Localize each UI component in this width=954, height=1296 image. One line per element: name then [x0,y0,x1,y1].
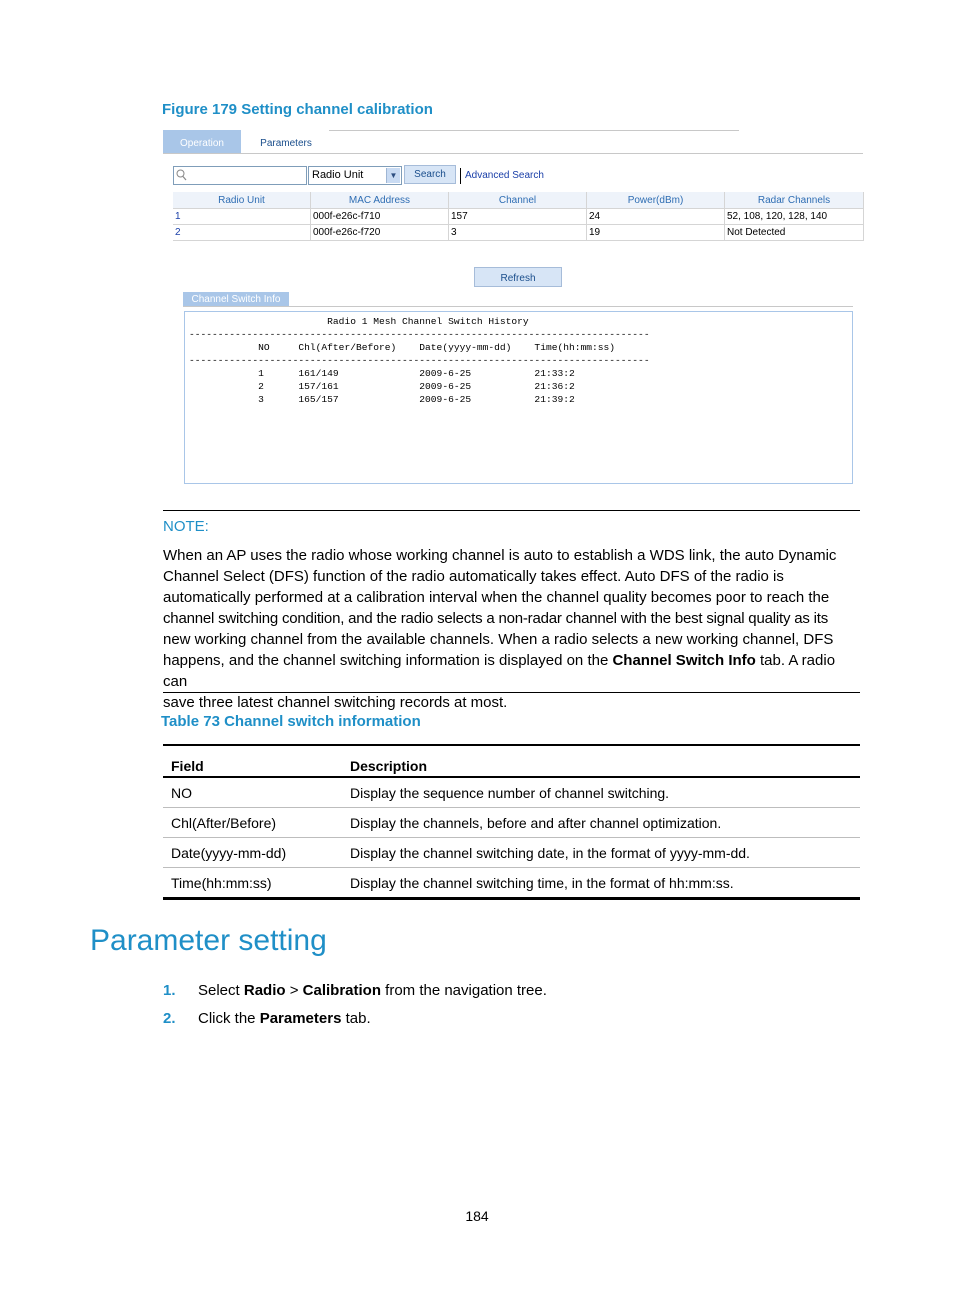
note-line: Channel Select (DFS) function of the radio automatically takes effect. Auto DFS of the radio is [163,568,784,585]
table-row[interactable] [173,209,864,225]
note-bottom-rule [163,692,860,693]
tab-channel-switch-info[interactable]: Channel Switch Info [183,292,289,306]
description-cell: Display the sequence number of channel switching. [342,777,860,808]
step-number: 1. [163,982,176,999]
column-header-field: Field [171,758,204,774]
note-top-rule [163,510,860,511]
channel-switch-history-text: Radio 1 Mesh Channel Switch History -------------------------------------------------------------------------------- NO Chl(After/Before) Date(yyyy-mm-dd) Time(hh:mm:ss) -------------------------------------------------------------------------------- 1 161/149 2009-6-25 21:33:2 2 157/161 2009-6-25 21:36:2 3 165/157 2009-6-25 21:39:2 [189,316,650,405]
step-bold: Calibration [302,982,381,999]
note-label: NOTE: [163,518,209,535]
note-body [163,545,863,713]
note-line: save three latest channel switching records at most. [163,694,508,711]
note-text: tab. A radio can [163,652,836,690]
divider [460,168,461,184]
radio-unit-cell[interactable]: 2 [173,225,311,241]
channel-cell: 157 [449,209,587,225]
tab-parameters[interactable]: Parameters [260,138,312,149]
field-cell: NO [163,777,342,808]
step-bold: Radio [243,982,286,999]
step-text: tab. [341,1010,371,1027]
table-row [163,868,860,899]
column-header-description: Description [350,758,428,774]
column-header[interactable]: Radio Unit [173,192,311,209]
section-title: Parameter setting [90,924,327,957]
column-header[interactable]: MAC Address [311,192,449,209]
select-value: Radio Unit [312,169,364,181]
figure-caption: Figure 179 Setting channel calibration [162,101,433,118]
advanced-search-link[interactable]: Advanced Search [465,170,544,181]
description-cell: Display the channel switching date, in the format of yyyy-mm-dd. [342,838,860,868]
step-text: from the navigation tree. [380,982,547,999]
column-header[interactable]: Power(dBm) [587,192,725,209]
power-cell: 24 [587,209,725,225]
note-line: automatically performed at a calibration interval when the channel quality becomes poor to reach the [163,589,830,606]
tab-underline [183,306,853,307]
table-row[interactable] [173,225,864,241]
search-field-select[interactable] [308,166,402,185]
step-1 [163,982,763,1002]
refresh-button[interactable]: Refresh [474,267,562,287]
note-line: new working channel from the available channels. When a radio selects a new working channel, DFS [163,631,834,648]
tab-bar [163,130,863,154]
mac-cell: 000f-e26c-f710 [311,209,449,225]
search-button[interactable]: Search [404,165,456,184]
column-header[interactable]: Channel [449,192,587,209]
description-cell: Display the channel switching time, in the format of hh:mm:ss. [342,868,860,899]
step-text: > [285,982,303,999]
note-line: channel switching condition, and the radio selects a non-radar channel with the best signal quality as its [163,610,829,627]
field-cell: Date(yyyy-mm-dd) [163,838,342,868]
tab-top-rule [329,130,739,131]
radar-cell: 52, 108, 120, 128, 140 [725,209,864,225]
table-caption: Table 73 Channel switch information [161,713,421,730]
description-cell: Display the channels, before and after channel optimization. [342,808,860,838]
step-text: Select [198,982,244,999]
mac-cell: 000f-e26c-f720 [311,225,449,241]
search-icon [176,169,187,181]
tab-operation[interactable]: Operation [163,130,241,153]
column-header[interactable]: Radar Channels [725,192,864,209]
step-2 [163,1010,763,1030]
note-line [163,650,863,692]
radio-table [173,192,864,241]
table-row [163,838,860,868]
table-row [163,777,860,808]
radar-cell: Not Detected [725,225,864,241]
power-cell: 19 [587,225,725,241]
table-row [163,808,860,838]
step-number: 2. [163,1010,176,1027]
channel-cell: 3 [449,225,587,241]
search-input[interactable] [173,166,307,185]
field-cell: Time(hh:mm:ss) [163,868,342,899]
field-cell: Chl(After/Before) [163,808,342,838]
channel-switch-history-panel [184,311,853,484]
step-text: Click the [198,1010,260,1027]
page-number: 184 [465,1208,489,1224]
step-bold: Parameters [259,1010,342,1027]
radio-unit-cell[interactable]: 1 [173,209,311,225]
note-line: When an AP uses the radio whose working channel is auto to establish a WDS link, the auto Dynamic [163,547,837,564]
channel-switch-table [163,744,860,900]
note-bold-term: Channel Switch Info [612,652,756,669]
note-text: happens, and the channel switching information is displayed on the [163,652,613,669]
chevron-down-icon: ▼ [386,168,400,183]
